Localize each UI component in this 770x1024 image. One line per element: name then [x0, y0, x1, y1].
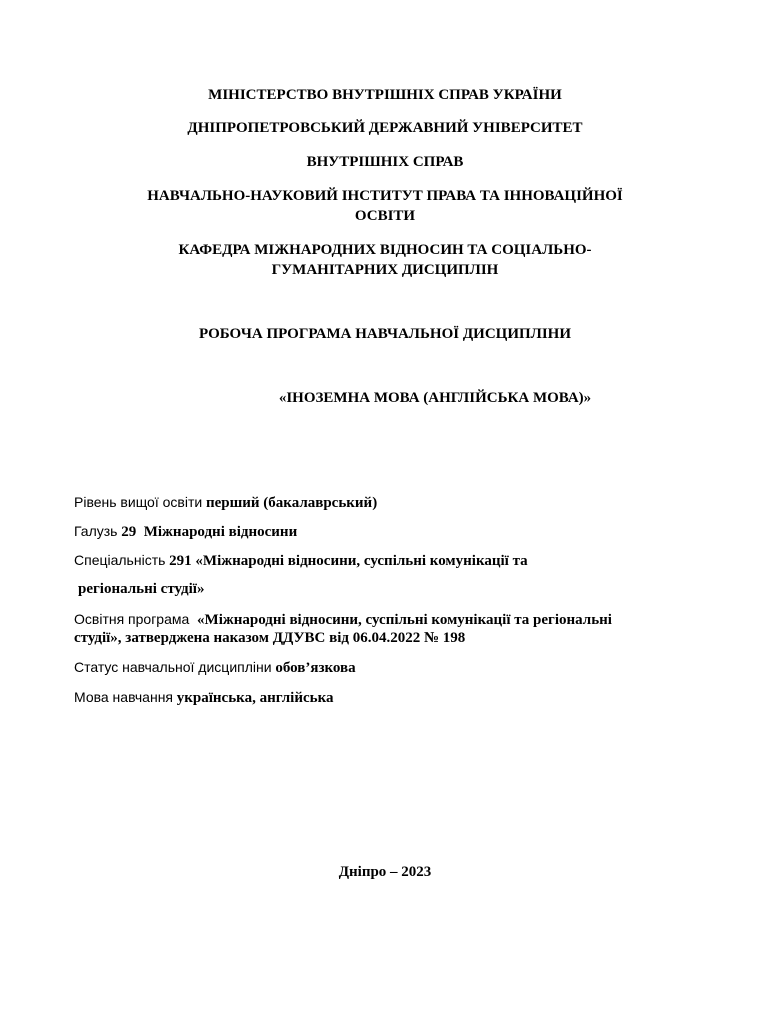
program-label: Освітня програма: [74, 611, 190, 627]
specialty-value-line1: 291 «Міжнародні відносини, суспільні комунікації та: [169, 553, 528, 569]
program-value-line2: студії», затверджена наказом ДДУВС від 06.04.2022 № 198: [74, 630, 466, 646]
specialty-row-continued: [78, 580, 738, 598]
status-label: Статус навчальної дисципліни: [74, 659, 272, 675]
ministry-heading: МІНІСТЕРСТВО ВНУТРІШНІХ СПРАВ УКРАЇНИ: [208, 87, 562, 103]
institute-heading-line2: ОСВІТИ: [354, 208, 416, 224]
program-value-line1: «Міжнародні відносини, суспільні комунікації та регіональні: [197, 612, 612, 628]
field-row: [74, 522, 734, 541]
department-heading-line1: КАФЕДРА МІЖНАРОДНИХ ВІДНОСИН ТА СОЦІАЛЬНО-: [178, 242, 592, 258]
institute-heading-line1: НАВЧАЛЬНО-НАУКОВИЙ ІНСТИТУТ ПРАВА ТА ІННОВАЦІЙНОЇ: [147, 188, 623, 204]
language-label: Мова навчання: [74, 689, 174, 705]
program-row-continued: [74, 629, 734, 647]
status-row: [74, 658, 734, 677]
education-level-value: перший (бакалаврський): [205, 495, 378, 511]
language-row: [74, 688, 734, 707]
education-level-row: [74, 493, 734, 512]
university-heading-line1: ДНІПРОПЕТРОВСЬКИЙ ДЕРЖАВНИЙ УНІВЕРСИТЕТ: [187, 120, 583, 136]
program-row: [74, 610, 734, 629]
city-year: Дніпро – 2023: [338, 864, 432, 880]
specialty-value-line2: регіональні студії»: [78, 581, 205, 597]
specialty-row: [74, 551, 734, 570]
document-title: РОБОЧА ПРОГРАМА НАВЧАЛЬНОЇ ДИСЦИПЛІНИ: [199, 326, 571, 342]
discipline-name: «ІНОЗЕМНА МОВА (АНГЛІЙСЬКА МОВА)»: [278, 390, 592, 406]
status-value: обов’язкова: [275, 660, 356, 676]
university-heading-line2: ВНУТРІШНІХ СПРАВ: [306, 154, 464, 170]
language-value: українська, англійська: [176, 690, 334, 706]
department-heading-line2: ГУМАНІТАРНИХ ДИСЦИПЛІН: [271, 262, 499, 278]
field-label: Галузь: [74, 523, 118, 539]
field-value: 29 Міжнародні відносини: [121, 524, 298, 540]
specialty-label: Спеціальність: [74, 552, 166, 568]
education-level-label: Рівень вищої освіти: [74, 494, 203, 510]
